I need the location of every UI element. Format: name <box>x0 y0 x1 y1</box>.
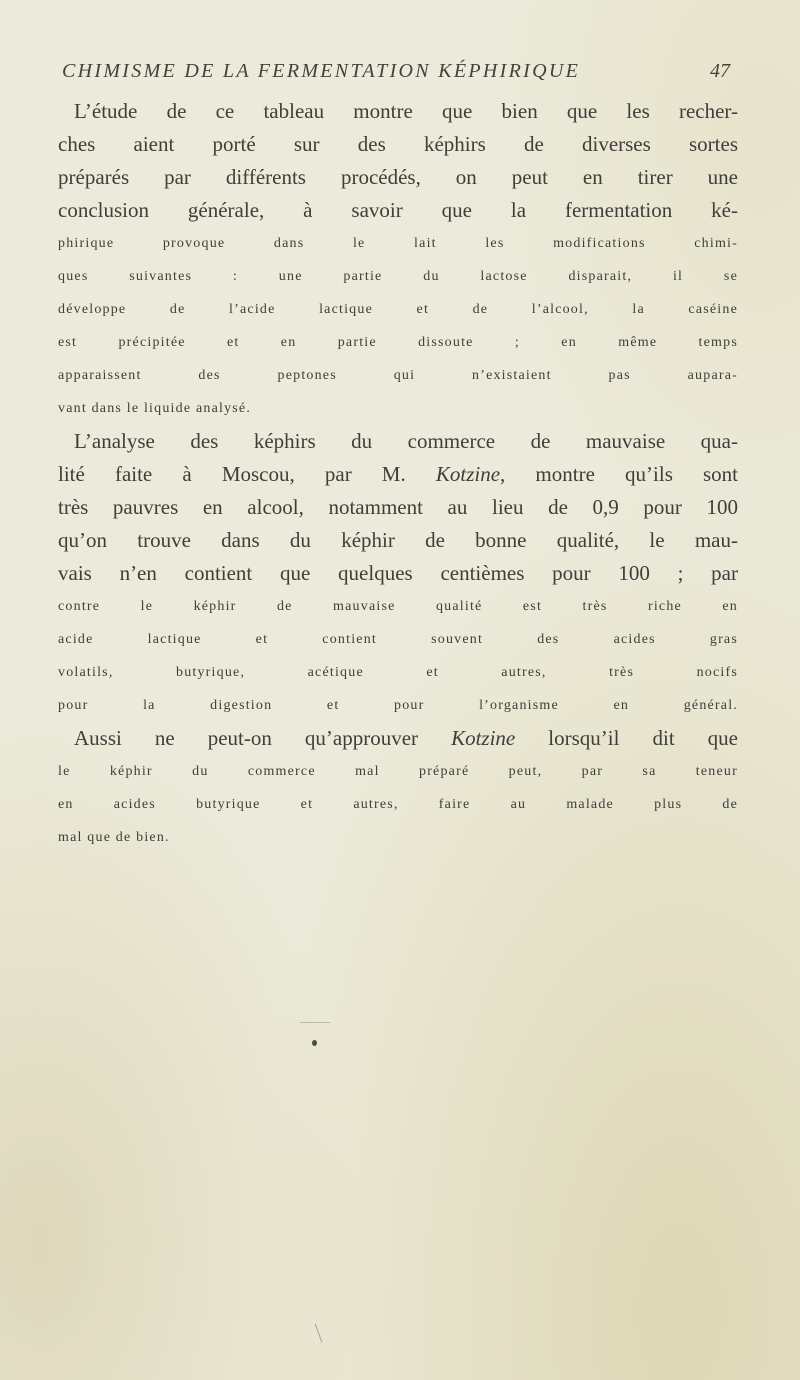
running-title: CHIMISME DE LA FERMENTATION KÉPHIRIQUE <box>62 60 581 82</box>
text-line-smallcaps: contre le képhir de mauvaise qualité est très riche en <box>58 599 738 614</box>
paper-mark <box>315 1323 323 1342</box>
body-text <box>58 95 738 854</box>
text-line-smallcaps: en acides butyrique et autres, faire au malade plus de <box>58 797 738 812</box>
text-line-smallcaps: apparaissent des peptones qui n’existaient pas aupara- <box>58 368 738 383</box>
text-line: vais n’en contient que quelques centièmes pour 100 ; par <box>58 561 738 585</box>
text-line: conclusion générale, à savoir que la fermentation ké- <box>58 198 738 222</box>
text-line: très pauvres en alcool, notamment au lieu de 0,9 pour 100 <box>58 495 738 519</box>
text-line-smallcaps: acide lactique et contient souvent des acides gras <box>58 632 738 647</box>
text-line: qu’on trouve dans du képhir de bonne qualité, le mau- <box>58 528 738 552</box>
text-line-smallcaps: est précipitée et en partie dissoute ; en même temps <box>58 335 738 350</box>
text-line: ches aient porté sur des képhirs de diverses sortes <box>58 132 738 156</box>
text-line-smallcaps: mal que de bien. <box>58 830 170 845</box>
text-line: Aussi ne peut-on qu’approuver Kotzine lorsqu’il dit que <box>74 726 738 750</box>
ink-spot <box>312 1040 317 1046</box>
running-head <box>62 60 730 90</box>
text-line-smallcaps: ques suivantes : une partie du lactose disparait, il se <box>58 269 738 284</box>
text-line: préparés par différents procédés, on peut en tirer une <box>58 165 738 189</box>
text-line-smallcaps: phirique provoque dans le lait les modifications chimi- <box>58 236 738 251</box>
page-number: 47 <box>710 60 730 82</box>
text-line: L’étude de ce tableau montre que bien que les recher- <box>74 99 738 123</box>
text-line-smallcaps: pour la digestion et pour l’organisme en général. <box>58 698 738 713</box>
text-line-smallcaps: volatils, butyrique, acétique et autres, très nocifs <box>58 665 738 680</box>
text-line: L’analyse des képhirs du commerce de mauvaise qua- <box>74 429 738 453</box>
text-line: lité faite à Moscou, par M. Kotzine, montre qu’ils sont <box>58 462 738 486</box>
text-line-smallcaps: le képhir du commerce mal préparé peut, par sa teneur <box>58 764 738 779</box>
ink-smear <box>300 1022 330 1035</box>
text-line-smallcaps: vant dans le liquide analysé. <box>58 401 252 416</box>
text-line-smallcaps: développe de l’acide lactique et de l’alcool, la caséine <box>58 302 738 317</box>
